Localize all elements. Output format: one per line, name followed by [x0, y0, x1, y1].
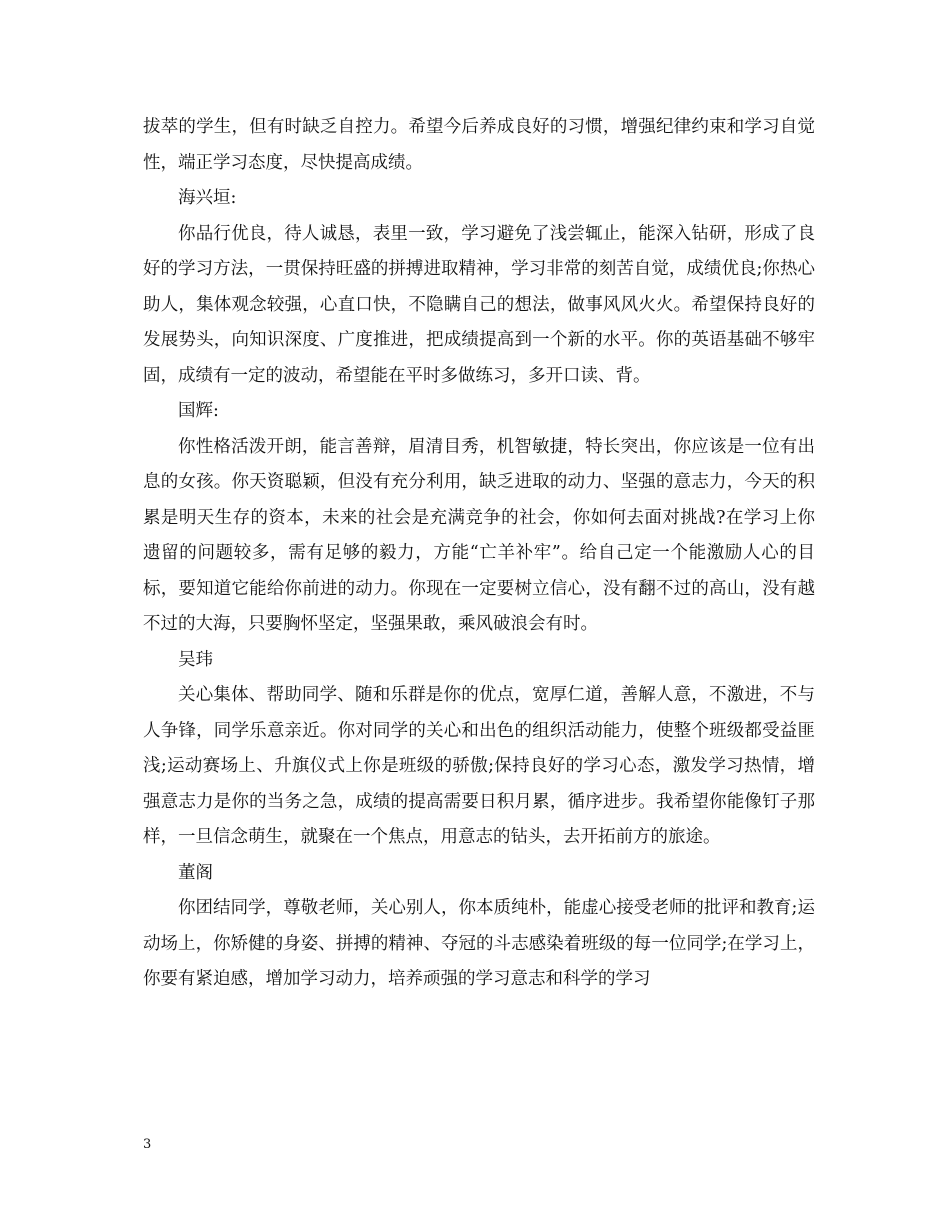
student-name-heading: 国辉:: [178, 401, 219, 421]
document-body: [143, 110, 815, 998]
comment-paragraph: 你性格活泼开朗，能言善辩，眉清目秀，机智敏捷，特长突出，你应该是一位有出息的女孩。你天资聪颖，但没有充分利用，缺乏进取的动力、坚强的意志力，今天的积累是明天生存的资本，未来的社会是充满竞争的社会，你如何去面对挑战?在学习上你遗留的问题较多，需有足够的毅力，方能“亡羊补牢”。给自己定一个能激励人心的目标，要知道它能给你前进的动力。你现在一定要树立信心，没有翻不过的高山，没有越不过的大海，只要胸怀坚定，坚强果敢，乘风破浪会有时。: [143, 436, 815, 634]
page-number: 3: [143, 1137, 152, 1152]
student-name-heading: 海兴垣:: [178, 188, 237, 208]
paragraph-continuation: 拔萃的学生，但有时缺乏自控力。希望今后养成良好的习惯，增强纪律约束和学习自觉性，端正学习态度，尽快提高成绩。: [143, 117, 815, 173]
student-name-heading: 董阁: [178, 862, 213, 883]
student-name-heading: 吴玮: [178, 649, 213, 670]
comment-paragraph: 你品行优良，待人诚恳，表里一致，学习避免了浅尝辄止，能深入钻研，形成了良好的学习方法，一贯保持旺盛的拼搏进取精神，学习非常的刻苦自觉，成绩优良;你热心助人，集体观念较强，心直口快，不隐瞒自己的想法，做事风风火火。希望保持良好的发展势头，向知识深度、广度推进，把成绩提高到一个新的水平。你的英语基础不够牢固，成绩有一定的波动，希望能在平时多做练习，多开口读、背。: [143, 223, 815, 386]
comment-paragraph: 你团结同学，尊敬老师，关心别人，你本质纯朴，能虚心接受老师的批评和教育;运动场上，你矫健的身姿、拼搏的精神、夺冠的斗志感染着班级的每一位同学;在学习上，你要有紧迫感，增加学习动力，培养顽强的学习意志和科学的学习: [143, 898, 815, 989]
comment-paragraph: 关心集体、帮助同学、随和乐群是你的优点，宽厚仁道，善解人意，不激进，不与人争锋，同学乐意亲近。你对同学的关心和出色的组织活动能力，使整个班级都受益匪浅;运动赛场上、升旗仪式上你是班级的骄傲;保持良好的学习心态，激发学习热情，增强意志力是你的当务之急，成绩的提高需要日积月累，循序进步。我希望你能像钉子那样，一旦信念萌生，就聚在一个焦点，用意志的钻头，去开拓前方的旅途。: [143, 685, 815, 847]
